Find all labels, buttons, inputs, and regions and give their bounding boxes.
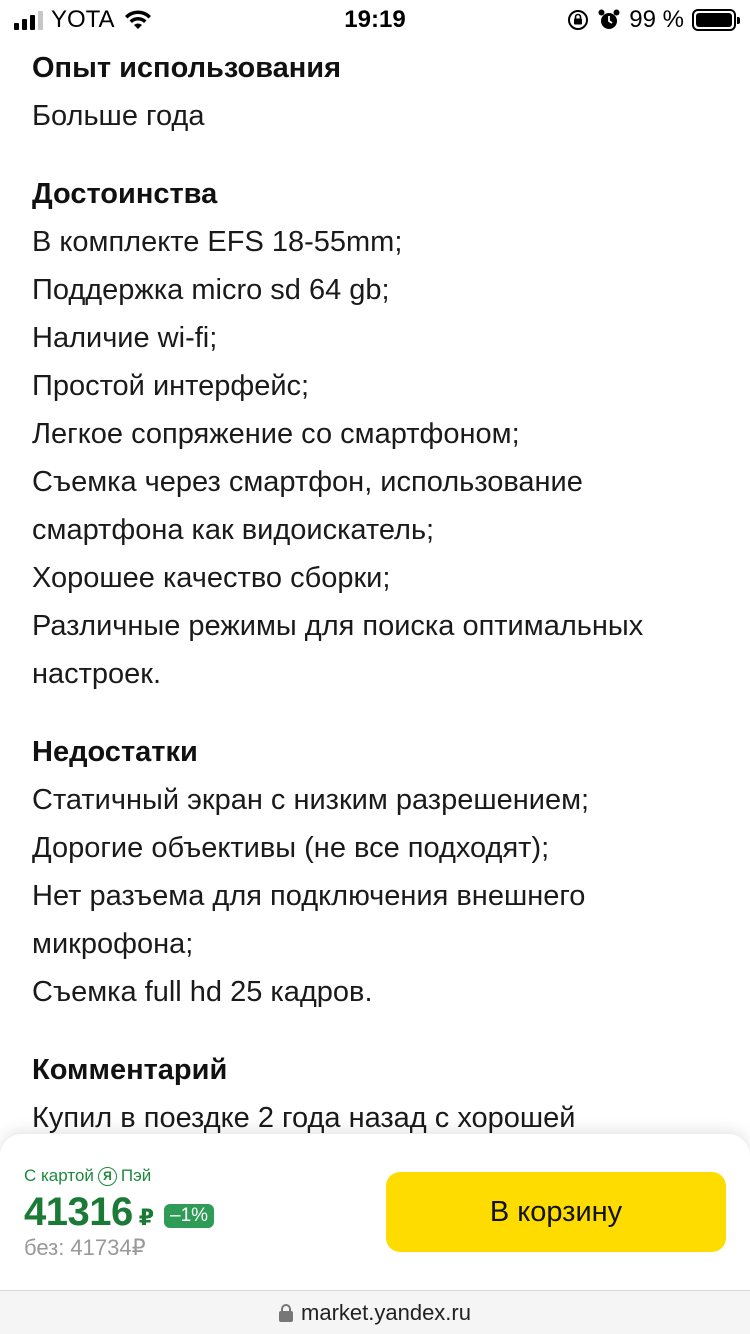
- section-line: Дорогие объективы (не все подходят);: [32, 832, 550, 864]
- currency-symbol: ₽: [138, 1205, 155, 1230]
- url-text[interactable]: market.yandex.ru: [301, 1299, 471, 1325]
- price-block: [24, 1164, 214, 1261]
- yandex-pay-icon: Я: [98, 1167, 117, 1186]
- section-line: Больше года: [32, 100, 205, 132]
- old-price-label: без: 41734: [24, 1235, 132, 1260]
- section-line: Наличие wi-fi;: [32, 322, 218, 354]
- section-line: Легкое сопряжение со смартфоном;: [32, 418, 520, 450]
- card-label-prefix: С картой: [24, 1166, 94, 1185]
- review-section-cons: [32, 728, 722, 1016]
- card-offer-label: [24, 1164, 214, 1188]
- section-line: Поддержка micro sd 64 gb;: [32, 274, 390, 306]
- status-bar-left: [14, 6, 153, 34]
- section-line: Хорошее качество сборки;: [32, 562, 391, 594]
- rotation-lock-icon: [567, 9, 589, 31]
- section-title: Недостатки: [32, 736, 198, 768]
- section-line: Статичный экран с низким разрешением;: [32, 784, 590, 816]
- battery-level: [696, 13, 732, 27]
- status-time: 19:19: [344, 6, 406, 33]
- wifi-icon: [123, 9, 153, 31]
- section-line: Различные режимы для поиска оптимальных настроек.: [32, 610, 644, 690]
- section-line: Съемка full hd 25 кадров.: [32, 976, 373, 1008]
- section-title: Опыт использования: [32, 52, 342, 84]
- discount-badge: –1%: [164, 1204, 214, 1228]
- lock-icon: [279, 1304, 293, 1322]
- carrier-name: YOTA: [51, 6, 115, 33]
- old-price-currency: ₽: [131, 1235, 146, 1260]
- section-line: Купил в поездке 2 года назад с хорошей: [32, 1102, 576, 1134]
- section-line: Нет разъема для подключения внешнего микрофона;: [32, 880, 586, 960]
- review-section-pros: [32, 170, 722, 698]
- section-title: Достоинства: [32, 178, 218, 210]
- battery-percent: 99 %: [629, 6, 684, 33]
- alarm-icon: [597, 8, 621, 32]
- review-section-comment: [32, 1046, 722, 1142]
- status-bar: [0, 0, 750, 40]
- section-line: В комплекте EFS 18-55mm;: [32, 226, 403, 258]
- battery-icon: [692, 9, 736, 31]
- section-title: Комментарий: [32, 1054, 228, 1086]
- status-bar-right: [567, 6, 736, 34]
- section-line: Простой интерфейс;: [32, 370, 310, 402]
- review-content: [32, 44, 722, 1172]
- price-value: 41316: [24, 1190, 133, 1234]
- section-line: Съемка через смартфон, использование смартфона как видоискатель;: [32, 466, 583, 546]
- card-label-suffix: Пэй: [120, 1166, 152, 1185]
- cellular-signal-icon: [14, 10, 43, 30]
- browser-url-bar[interactable]: [0, 1290, 750, 1334]
- old-price: [24, 1235, 214, 1261]
- add-to-cart-button[interactable]: В корзину: [386, 1172, 726, 1252]
- price-row: [24, 1190, 214, 1235]
- purchase-panel: [0, 1134, 750, 1290]
- review-section-experience: [32, 44, 722, 140]
